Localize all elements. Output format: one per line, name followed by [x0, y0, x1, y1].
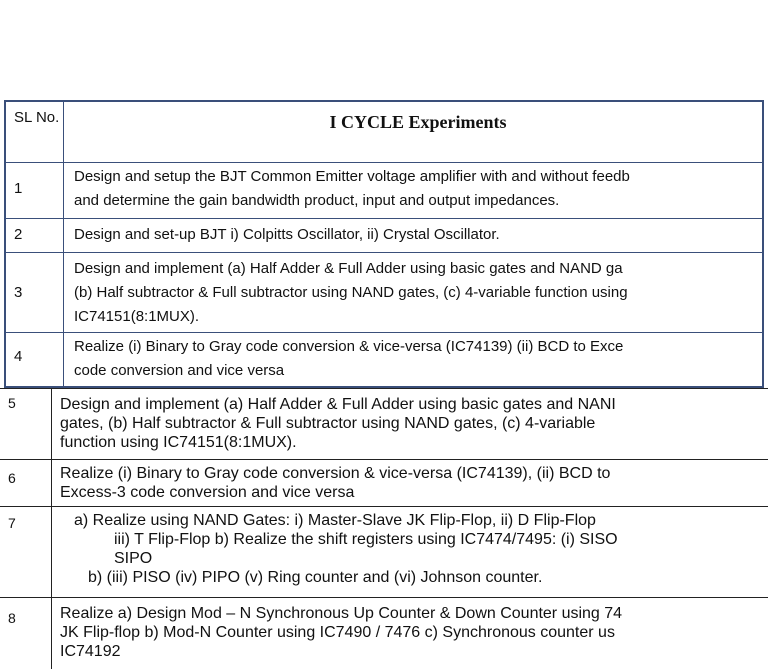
desc-line: and determine the gain bandwidth product, input and output impedances.: [74, 192, 560, 209]
sl-no-header: SL No.: [6, 102, 64, 162]
table-header-row: [6, 102, 762, 162]
row-description: [66, 333, 762, 388]
desc-line: Design and setup the BJT Common Emitter voltage amplifier with and without feedb: [74, 168, 630, 185]
table-row: [6, 162, 762, 219]
table-row: [0, 389, 768, 460]
table-row: [0, 460, 768, 507]
desc-line: gates, (b) Half subtractor & Full subtractor using NAND gates, (c) 4-variable: [60, 415, 596, 432]
cycle-experiments-table: [4, 100, 764, 388]
desc-line: a) Realize using NAND Gates: i) Master-Slave JK Flip-Flop, ii) D Flip-Flop: [74, 512, 596, 529]
row-description: [54, 389, 768, 459]
row-number: 6: [0, 460, 52, 506]
row-number: 2: [6, 219, 64, 253]
row-number: 4: [6, 333, 64, 388]
desc-line: code conversion and vice versa: [74, 362, 285, 379]
row-description: [54, 507, 768, 597]
table-row: [6, 332, 762, 388]
desc-line: IC74151(8:1MUX).: [74, 308, 200, 325]
desc-line: b) (iii) PISO (iv) PIPO (v) Ring counter and (vi) Johnson counter.: [88, 569, 543, 586]
row-number: 8: [0, 598, 52, 669]
row-description: [66, 219, 762, 253]
desc-line: JK Flip-flop b) Mod-N Counter using IC7490 / 7476 c) Synchronous counter us: [60, 624, 615, 641]
desc-line: Design and implement (a) Half Adder & Full Adder using basic gates and NANI: [60, 396, 616, 413]
desc-line: (b) Half subtractor & Full subtractor using NAND gates, (c) 4-variable function using: [74, 284, 628, 301]
row-description: [54, 598, 768, 669]
desc-line: SIPO: [114, 550, 153, 567]
lower-experiments-table: [0, 388, 768, 669]
table-row: [6, 252, 762, 333]
desc-line: Excess-3 code conversion and vice versa: [60, 484, 355, 501]
desc-line: iii) T Flip-Flop b) Realize the shift registers using IC7474/7495: (i) SISO: [114, 531, 618, 548]
table-title: I CYCLE Experiments: [329, 112, 507, 132]
table-row: [0, 598, 768, 669]
row-number: 7: [0, 507, 52, 597]
desc-line: Realize (i) Binary to Gray code conversion & vice-versa (IC74139) (ii) BCD to Exce: [74, 338, 624, 355]
table-row: [0, 507, 768, 598]
desc-line: Realize (i) Binary to Gray code conversion & vice-versa (IC74139), (ii) BCD to: [60, 465, 611, 482]
desc-line: function using IC74151(8:1MUX).: [60, 434, 297, 451]
row-description: [66, 253, 762, 333]
desc-line: IC74192: [60, 643, 121, 660]
table-row: [6, 218, 762, 253]
row-description: [66, 163, 762, 219]
row-number: 5: [0, 389, 52, 459]
row-number: 1: [6, 163, 64, 219]
desc-line: Design and set-up BJT i) Colpitts Oscillator, ii) Crystal Oscillator.: [74, 226, 500, 243]
desc-line: Design and implement (a) Half Adder & Full Adder using basic gates and NAND ga: [74, 260, 623, 277]
desc-line: Realize a) Design Mod – N Synchronous Up Counter & Down Counter using 74: [60, 605, 623, 622]
row-description: [54, 460, 768, 506]
row-number: 3: [6, 253, 64, 333]
